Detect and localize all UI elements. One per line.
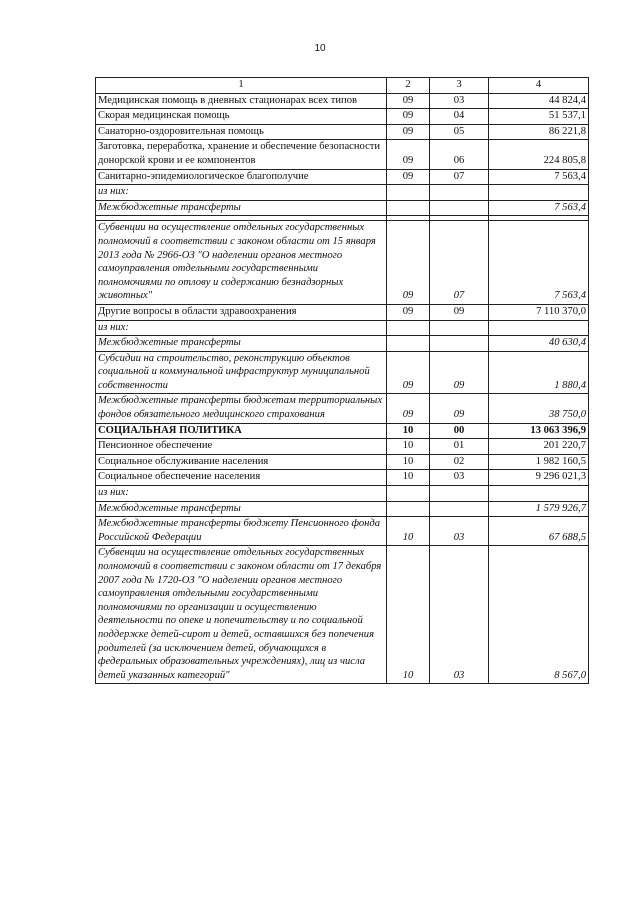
table-row	[96, 200, 589, 216]
row-amount-cell: 1 579 926,7	[489, 501, 589, 517]
row-name-cell: Другие вопросы в области здравоохранения	[96, 304, 387, 320]
row-subsection-cell	[430, 320, 489, 336]
row-section-cell: 09	[387, 109, 430, 125]
row-section-cell: 10	[387, 423, 430, 439]
row-name-cell: Медицинская помощь в дневных стационарах всех типов	[96, 93, 387, 109]
table-header-row	[96, 78, 589, 94]
table-row	[96, 185, 589, 201]
header-col-4: 4	[489, 78, 589, 94]
table-row	[96, 470, 589, 486]
row-amount-cell: 224 805,8	[489, 140, 589, 169]
row-amount-cell: 7 110 370,0	[489, 304, 589, 320]
row-amount-cell: 38 750,0	[489, 394, 589, 423]
table-row	[96, 439, 589, 455]
row-amount-cell	[489, 320, 589, 336]
row-amount-cell: 40 630,4	[489, 336, 589, 352]
table-row	[96, 501, 589, 517]
row-amount-cell: 7 563,4	[489, 200, 589, 216]
row-section-cell	[387, 185, 430, 201]
header-col-2: 2	[387, 78, 430, 94]
row-subsection-cell: 06	[430, 140, 489, 169]
row-subsection-cell: 04	[430, 109, 489, 125]
table-row	[96, 423, 589, 439]
header-col-3: 3	[430, 78, 489, 94]
row-section-cell: 09	[387, 394, 430, 423]
row-section-cell: 09	[387, 351, 430, 394]
row-amount-cell: 201 220,7	[489, 439, 589, 455]
row-subsection-cell: 03	[430, 470, 489, 486]
table-row	[96, 124, 589, 140]
table-row	[96, 221, 589, 305]
table-row	[96, 517, 589, 546]
row-amount-cell: 1 880,4	[489, 351, 589, 394]
row-section-cell: 09	[387, 221, 430, 305]
row-subsection-cell: 09	[430, 394, 489, 423]
row-name-cell: Межбюджетные трансферты бюджетам территориальных фондов обязательного медицинского страхования	[96, 394, 387, 423]
row-subsection-cell: 09	[430, 351, 489, 394]
row-amount-cell: 7 563,4	[489, 169, 589, 185]
row-name-cell: Межбюджетные трансферты бюджету Пенсионного фонда Российской Федерации	[96, 517, 387, 546]
row-subsection-cell: 05	[430, 124, 489, 140]
row-section-cell: 10	[387, 439, 430, 455]
row-amount-cell: 8 567,0	[489, 546, 589, 684]
row-amount-cell: 1 982 160,5	[489, 454, 589, 470]
row-name-cell: СОЦИАЛЬНАЯ ПОЛИТИКА	[96, 423, 387, 439]
row-amount-cell: 67 688,5	[489, 517, 589, 546]
row-name-cell: Субвенции на осуществление отдельных государственных полномочий в соответствии с законом области от 15 января 2013 года № 2966-ОЗ "О наделении органов местного самоуправления отдельными государственными полномочиями по отлову и содержанию безнадзорных животных"	[96, 221, 387, 305]
row-subsection-cell	[430, 185, 489, 201]
row-name-cell: Санитарно-эпидемиологическое благополучие	[96, 169, 387, 185]
row-name-cell: Санаторно-оздоровительная помощь	[96, 124, 387, 140]
row-amount-cell: 44 824,4	[489, 93, 589, 109]
page-number: 10	[314, 43, 326, 54]
row-name-cell: Заготовка, переработка, хранение и обеспечение безопасности донорской крови и ее компонентов	[96, 140, 387, 169]
row-subsection-cell: 03	[430, 517, 489, 546]
row-subsection-cell: 01	[430, 439, 489, 455]
table-row	[96, 336, 589, 352]
row-name-cell: из них:	[96, 185, 387, 201]
row-amount-cell: 86 221,8	[489, 124, 589, 140]
row-section-cell	[387, 336, 430, 352]
row-section-cell: 10	[387, 470, 430, 486]
row-subsection-cell: 07	[430, 169, 489, 185]
row-subsection-cell: 02	[430, 454, 489, 470]
row-amount-cell: 13 063 396,9	[489, 423, 589, 439]
table-row	[96, 454, 589, 470]
row-subsection-cell	[430, 200, 489, 216]
row-name-cell: Скорая медицинская помощь	[96, 109, 387, 125]
row-subsection-cell: 03	[430, 93, 489, 109]
row-amount-cell	[489, 486, 589, 502]
row-section-cell	[387, 486, 430, 502]
table-row	[96, 169, 589, 185]
row-name-cell: Субвенции на осуществление отдельных государственных полномочий в соответствии с законом области от 17 декабря 2007 года № 1720-ОЗ "О наделении органов местного самоуправления отдельными государственными полномочиями по организации и осуществлению деятельности по опеке и попечительству и по социальной поддержке детей-сирот и детей, оставшихся без попечения родителей (за исключением детей, обучающихся в федеральных образовательных учреждениях), лиц из числа детей указанных категорий"	[96, 546, 387, 684]
row-name-cell: из них:	[96, 320, 387, 336]
table-row	[96, 140, 589, 169]
row-section-cell	[387, 501, 430, 517]
row-subsection-cell	[430, 501, 489, 517]
row-name-cell: Субсидии на строительство, реконструкцию объектов социальной и коммунальной инфраструктур муниципальной собственности	[96, 351, 387, 394]
row-section-cell: 09	[387, 124, 430, 140]
row-section-cell: 10	[387, 454, 430, 470]
row-section-cell: 10	[387, 517, 430, 546]
row-name-cell: Пенсионное обеспечение	[96, 439, 387, 455]
row-section-cell	[387, 320, 430, 336]
table-row	[96, 93, 589, 109]
row-amount-cell: 51 537,1	[489, 109, 589, 125]
row-name-cell: из них:	[96, 486, 387, 502]
row-name-cell: Социальное обеспечение населения	[96, 470, 387, 486]
row-amount-cell: 7 563,4	[489, 221, 589, 305]
row-section-cell: 10	[387, 546, 430, 684]
row-name-cell: Межбюджетные трансферты	[96, 200, 387, 216]
row-subsection-cell: 03	[430, 546, 489, 684]
row-name-cell: Социальное обслуживание населения	[96, 454, 387, 470]
table-row	[96, 109, 589, 125]
table-row	[96, 486, 589, 502]
row-subsection-cell: 09	[430, 304, 489, 320]
table-row	[96, 304, 589, 320]
row-name-cell: Межбюджетные трансферты	[96, 336, 387, 352]
table-row	[96, 394, 589, 423]
row-subsection-cell: 07	[430, 221, 489, 305]
row-name-cell: Межбюджетные трансферты	[96, 501, 387, 517]
row-section-cell: 09	[387, 140, 430, 169]
row-subsection-cell: 00	[430, 423, 489, 439]
row-section-cell	[387, 200, 430, 216]
row-subsection-cell	[430, 486, 489, 502]
row-amount-cell: 9 296 021,3	[489, 470, 589, 486]
row-section-cell: 09	[387, 169, 430, 185]
header-col-1: 1	[96, 78, 387, 94]
table-row	[96, 320, 589, 336]
budget-table	[95, 77, 589, 684]
row-section-cell: 09	[387, 304, 430, 320]
row-subsection-cell	[430, 336, 489, 352]
row-section-cell: 09	[387, 93, 430, 109]
table-row	[96, 351, 589, 394]
row-amount-cell	[489, 185, 589, 201]
table-row	[96, 546, 589, 684]
